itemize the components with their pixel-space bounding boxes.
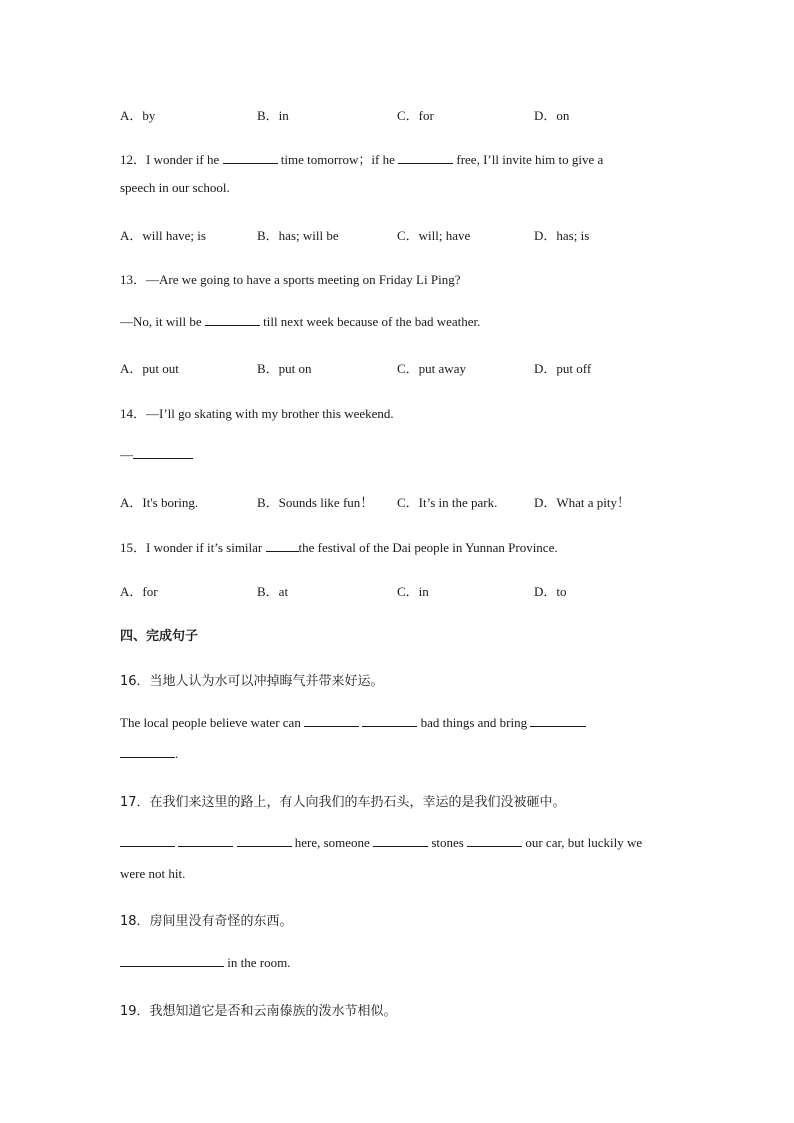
q17-text-a: here, someone — [294, 835, 370, 850]
q19-chinese-prompt: 19．我想知道它是否和云南傣族的泼水节相似。 — [120, 1004, 397, 1019]
q17-answer-line — [120, 835, 642, 851]
section-heading: 四、完成句子 — [120, 629, 199, 644]
q17-blank-1[interactable] — [120, 835, 175, 847]
q17-text-c: our car, but luckily we — [525, 835, 643, 850]
q13-options — [120, 358, 680, 376]
q18-blank[interactable] — [120, 955, 224, 967]
q13-option-c[interactable]: C．put away — [397, 361, 466, 376]
q11-option-c[interactable]: C．for — [397, 108, 434, 123]
q14-option-a[interactable]: A．It's boring. — [120, 495, 199, 510]
q17-answer-line2: were not hit. — [120, 866, 186, 881]
q13-question: 13．—Are we going to have a sports meeting on Friday Li Ping? — [120, 272, 461, 287]
q13-option-d[interactable]: D．put off — [534, 361, 592, 376]
q15-option-b[interactable]: B．at — [257, 584, 289, 599]
q17-text-b: stones — [431, 835, 464, 850]
q15-option-c[interactable]: C．in — [397, 584, 429, 599]
q18-text-a: in the room. — [227, 955, 291, 970]
q13-text-b: till next week because of the bad weather. — [263, 314, 481, 329]
q15-blank[interactable] — [266, 540, 299, 552]
q12-question-line2: speech in our school. — [120, 180, 230, 195]
q15-option-a[interactable]: A．for — [120, 584, 158, 599]
q13-blank[interactable] — [205, 314, 260, 326]
q14-blank[interactable] — [133, 447, 193, 459]
q14-option-b[interactable]: B．Sounds like fun！ — [257, 495, 374, 510]
q16-chinese-prompt: 16．当地人认为水可以冲掉晦气并带来好运。 — [120, 674, 384, 689]
q11-options — [120, 105, 680, 123]
q16-answer-line2 — [120, 746, 178, 762]
q12-option-b[interactable]: B．has; will be — [257, 228, 339, 243]
q18-answer-line — [120, 955, 290, 971]
q12-text-c: free, I’ll invite him to give a — [456, 152, 604, 167]
q16-blank-2[interactable] — [362, 715, 417, 727]
q13-option-b[interactable]: B．put on — [257, 361, 312, 376]
q12-question — [120, 149, 603, 168]
q14-options — [120, 492, 680, 510]
q16-blank-3[interactable] — [530, 715, 586, 727]
q18-chinese-prompt: 18．房间里没有奇怪的东西。 — [120, 914, 293, 929]
q15-option-d[interactable]: D．to — [534, 584, 567, 599]
q16-blank-1[interactable] — [304, 715, 359, 727]
q14-option-d[interactable]: D．What a pity！ — [534, 495, 631, 510]
q14-question: 14．—I’ll go skating with my brother this weekend. — [120, 406, 394, 421]
q13-option-a[interactable]: A．put out — [120, 361, 179, 376]
q11-option-d[interactable]: D．on — [534, 108, 570, 123]
q17-blank-4[interactable] — [373, 835, 428, 847]
q13-text-a: —No, it will be — [120, 314, 202, 329]
q16-blank-4[interactable] — [120, 746, 175, 758]
q12-option-c[interactable]: C．will; have — [397, 228, 471, 243]
q12-option-d[interactable]: D．has; is — [534, 228, 590, 243]
q16-answer-line — [120, 715, 586, 731]
q13-answer-line — [120, 314, 480, 330]
q11-option-b[interactable]: B．in — [257, 108, 289, 123]
q17-blank-2[interactable] — [178, 835, 233, 847]
q14-answer-line — [120, 447, 193, 463]
q12-text-a: 12．I wonder if he — [120, 152, 220, 167]
q12-text-b: time tomorrow；if he — [280, 152, 395, 167]
q16-text-b: bad things and bring — [420, 715, 528, 730]
q14-option-c[interactable]: C．It’s in the park. — [397, 495, 498, 510]
q17-chinese-prompt: 17．在我们来这里的路上，有人向我们的车扔石头，幸运的是我们没被砸中。 — [120, 795, 566, 810]
q17-blank-3[interactable] — [237, 835, 292, 847]
q16-text-a: The local people believe water can — [120, 715, 301, 730]
q12-options — [120, 225, 680, 243]
q12-blank-1[interactable] — [223, 152, 278, 164]
q12-option-a[interactable]: A．will have; is — [120, 228, 206, 243]
q15-text-a: 15．I wonder if it’s similar — [120, 540, 263, 555]
q14-dash: — — [120, 447, 133, 462]
q15-text-b: the festival of the Dai people in Yunnan Province. — [298, 540, 558, 555]
q16-end: . — [175, 746, 179, 761]
q15-options — [120, 581, 680, 599]
q17-blank-5[interactable] — [467, 835, 522, 847]
q11-option-a[interactable]: A．by — [120, 108, 156, 123]
q12-blank-2[interactable] — [398, 152, 453, 164]
q15-question — [120, 537, 558, 556]
